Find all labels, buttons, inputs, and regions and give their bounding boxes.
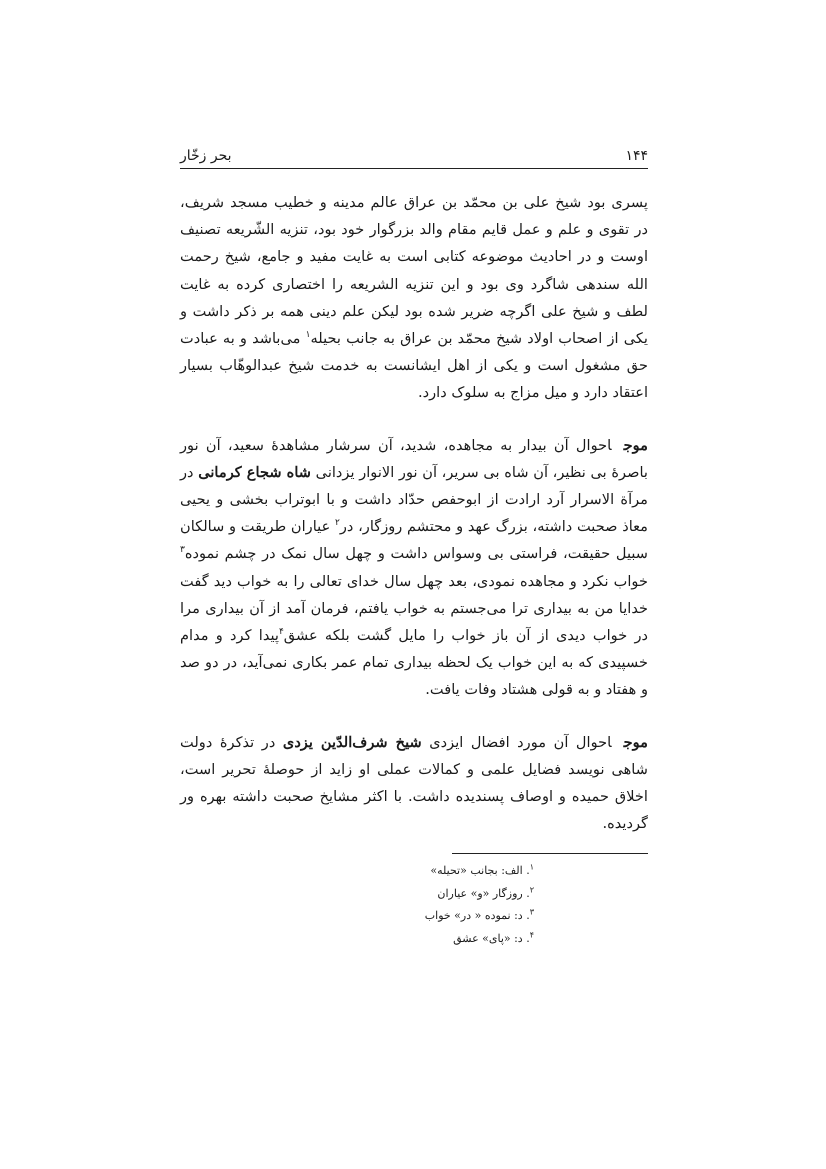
running-header — [180, 140, 648, 169]
footnote-number: ۲ — [529, 885, 534, 895]
footnotes — [180, 860, 648, 950]
footnote-ref-3[interactable]: ۳ — [180, 545, 185, 556]
footnote-text: . د: «پای» عشق — [453, 931, 530, 945]
page-number: ۱۴۴ — [625, 148, 648, 164]
footnote-text: . الف: بجانب «تحیله» — [430, 864, 530, 878]
paragraph-text: احوال آن مورد افضال ایزدی — [421, 733, 612, 751]
book-page — [180, 140, 648, 950]
footnote-4 — [180, 928, 534, 951]
footnote-3 — [180, 905, 534, 928]
paragraph-1 — [180, 189, 648, 407]
section-label: موج — [623, 733, 648, 751]
footnote-number: ۱ — [529, 862, 534, 872]
paragraph-text: در مرآة الاسرار آرد ارادت از ابوحفص حدّاد داشت و با ابوتراب بخشی و یحیی معاذ صحبت داشته، بزرگ عهد و محتشم روزگار، در — [180, 463, 648, 536]
footnote-1 — [180, 860, 534, 883]
footnote-text: . روزگار «و» عیاران — [437, 886, 530, 900]
paragraph-text: در تذکرهٔ دولت شاهی نویسد فضایل علمی و کمالات عملی او زاید از حوصلهٔ تحریر است، اخلاق حمیده و اوصاف پسندیده داشت. با اکثر مشایخ صحبت داشته بهره ور گردیده. — [180, 733, 648, 833]
footnote-number: ۳ — [529, 907, 534, 917]
paragraph-text: می‌باشد و به عبادت حق مشغول است و یکی از اهل ایشانست به خدمت شیخ عبدالوهّاب بسیار اعتقاد دارد و میل مزاج به سلوک دارد. — [180, 330, 648, 402]
footnote-ref-2[interactable]: ۲ — [334, 518, 340, 529]
footnote-ref-4[interactable]: ۴ — [278, 627, 284, 638]
person-name: شاه شجاع کرمانی — [198, 463, 311, 481]
paragraph-text: احوال آن بیدار به مجاهده، شدید، آن سرشار مشاهدهٔ سعید، آن نور باصرهٔ بی نظیر، آن شاه بی سریر، آن نور الانوار یزدانی — [180, 436, 648, 481]
footnote-divider — [452, 853, 648, 854]
section-label: موج — [623, 436, 648, 454]
footnote-text: . د: نموده « در» خواب — [424, 909, 530, 923]
footnote-2 — [180, 883, 534, 906]
running-title: بحر زخّار — [180, 148, 232, 164]
paragraph-text: خواب نکرد و مجاهده نمودی، بعد چهل سال خدای تعالی را به خواب دید گفت خدایا من به بیداری ترا می‌جستم به خواب یافتم، فرمان آمد از آن بیداری مرا در خواب دیدی از آن باز خواب را مایل گشت بلکه عشق — [180, 572, 648, 645]
footnote-ref-1[interactable]: ۱ — [305, 330, 311, 341]
paragraph-text: عیاران طریقت و سالکان سبیل حقیقت، فراستی بی وسواس داشت و چهل سال نمک در چشم نموده — [180, 518, 648, 563]
footnote-number: ۴ — [529, 930, 534, 940]
body-text — [180, 189, 648, 837]
person-name: شیخ شرف‌الدّین یزدی — [282, 733, 422, 751]
paragraph-text: پیدا کرد و مدام خسپیدی که به این خواب یک لحظه بیداری تمام عمر بکاری نمی‌آید، در دو صد و هفتاد و به قولی هشتاد وفات یافت. — [180, 627, 648, 699]
paragraph-3 — [180, 729, 648, 838]
paragraph-2 — [180, 432, 648, 704]
paragraph-text: پسری بود شیخ علی بن محمّد بن عراق عالم مدینه و خطیب مسجد شریف، در تقوی و علم و عمل قایم مقام والد بزرگوار خود بود، تنزیه الشّریعه تصنیف اوست و در احادیث موضوعه کتابی است به غایت مفید و جامع، شیخ رحمت الله سندهی شاگرد وی بود و این تنزیه الشریعه را اختصاری کرده به غایت لطف و شیخ علی اگرچه ضریر شده بود لیکن علم دینی همه بر ذکر داشت و یکی از اصحاب اولاد شیخ محمّد بن عراق به جانب بحیله — [180, 194, 648, 348]
